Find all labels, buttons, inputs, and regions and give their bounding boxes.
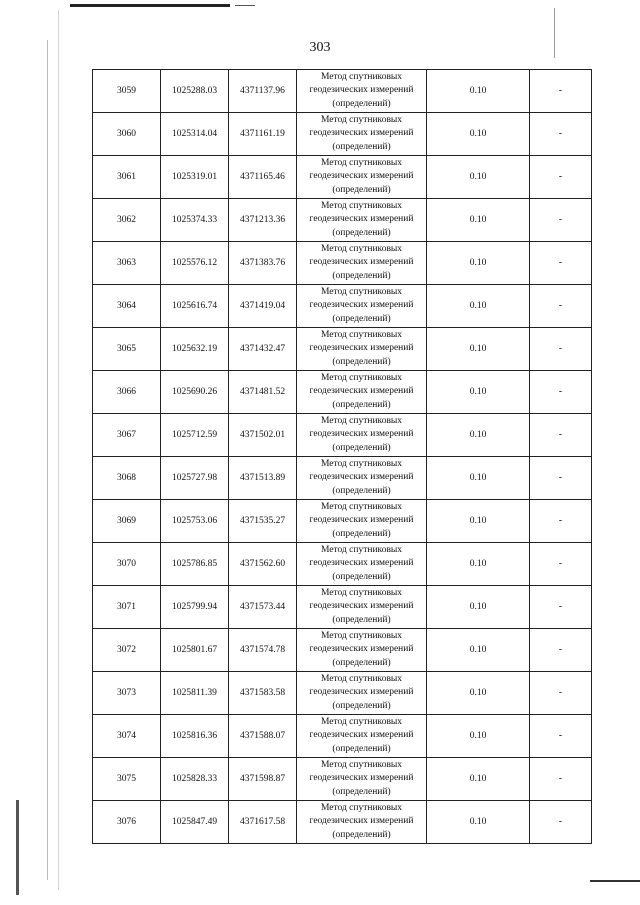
- accuracy-cell: 0.10: [427, 457, 530, 500]
- table-row: [93, 242, 592, 285]
- y-coordinate-cell: 4371383.76: [229, 242, 297, 285]
- method-cell: [297, 500, 427, 543]
- method-cell: [297, 672, 427, 715]
- accuracy-cell: 0.10: [427, 113, 530, 156]
- table-row: [93, 758, 592, 801]
- point-number-cell: 3062: [93, 199, 161, 242]
- method-cell: [297, 758, 427, 801]
- accuracy-cell: 0.10: [427, 371, 530, 414]
- method-line: Метод спутниковых: [320, 673, 403, 684]
- table-row: [93, 414, 592, 457]
- method-line: (определений): [332, 227, 391, 238]
- point-number-cell: 3068: [93, 457, 161, 500]
- y-coordinate-cell: 4371419.04: [229, 285, 297, 328]
- note-cell: -: [530, 242, 592, 285]
- method-cell: [297, 543, 427, 586]
- table-row: [93, 672, 592, 715]
- method-line: геодезических измерений: [309, 472, 414, 483]
- scan-artifact-top-short: [235, 5, 255, 6]
- point-number-cell: 3065: [93, 328, 161, 371]
- note-cell: -: [530, 414, 592, 457]
- method-line: геодезических измерений: [309, 816, 414, 827]
- table-row: [93, 199, 592, 242]
- method-line: (определений): [332, 98, 391, 109]
- method-line: Метод спутниковых: [320, 114, 403, 125]
- note-cell: -: [530, 629, 592, 672]
- method-line: геодезических измерений: [309, 386, 414, 397]
- y-coordinate-cell: 4371137.96: [229, 70, 297, 113]
- point-number-cell: 3060: [93, 113, 161, 156]
- table-body: [93, 70, 592, 844]
- accuracy-cell: 0.10: [427, 801, 530, 844]
- table-row: [93, 715, 592, 758]
- point-number-cell: 3076: [93, 801, 161, 844]
- y-coordinate-cell: 4371535.27: [229, 500, 297, 543]
- method-line: Метод спутниковых: [320, 243, 403, 254]
- method-cell: [297, 371, 427, 414]
- method-line: геодезических измерений: [309, 515, 414, 526]
- x-coordinate-cell: 1025811.39: [161, 672, 229, 715]
- method-line: (определений): [332, 270, 391, 281]
- method-line: геодезических измерений: [309, 773, 414, 784]
- accuracy-cell: 0.10: [427, 242, 530, 285]
- accuracy-cell: 0.10: [427, 156, 530, 199]
- method-line: геодезических измерений: [309, 558, 414, 569]
- accuracy-cell: 0.10: [427, 672, 530, 715]
- accuracy-cell: 0.10: [427, 715, 530, 758]
- scan-artifact-bottom-left: [16, 800, 19, 895]
- page-number: 303: [309, 40, 331, 55]
- method-line: Метод спутниковых: [320, 501, 403, 512]
- method-line: Метод спутниковых: [320, 716, 403, 727]
- accuracy-cell: 0.10: [427, 285, 530, 328]
- point-number-cell: 3066: [93, 371, 161, 414]
- accuracy-cell: 0.10: [427, 414, 530, 457]
- point-number-cell: 3061: [93, 156, 161, 199]
- method-cell: [297, 801, 427, 844]
- scan-artifact-top: [70, 4, 230, 7]
- method-line: Метод спутниковых: [320, 759, 403, 770]
- table-row: [93, 156, 592, 199]
- note-cell: -: [530, 543, 592, 586]
- method-cell: [297, 328, 427, 371]
- point-number-cell: 3070: [93, 543, 161, 586]
- note-cell: -: [530, 156, 592, 199]
- point-number-cell: 3064: [93, 285, 161, 328]
- method-cell: [297, 629, 427, 672]
- method-line: Метод спутниковых: [320, 200, 403, 211]
- y-coordinate-cell: 4371213.36: [229, 199, 297, 242]
- note-cell: -: [530, 70, 592, 113]
- note-cell: -: [530, 758, 592, 801]
- method-line: Метод спутниковых: [320, 802, 403, 813]
- method-cell: [297, 715, 427, 758]
- note-cell: -: [530, 328, 592, 371]
- y-coordinate-cell: 4371617.58: [229, 801, 297, 844]
- accuracy-cell: 0.10: [427, 758, 530, 801]
- table-row: [93, 500, 592, 543]
- x-coordinate-cell: 1025690.26: [161, 371, 229, 414]
- note-cell: -: [530, 715, 592, 758]
- table-row: [93, 328, 592, 371]
- table-row: [93, 457, 592, 500]
- method-line: (определений): [332, 313, 391, 324]
- note-cell: -: [530, 285, 592, 328]
- method-line: Метод спутниковых: [320, 544, 403, 555]
- scan-artifact-bottom-right: [590, 880, 640, 882]
- method-line: (определений): [332, 399, 391, 410]
- method-line: (определений): [332, 614, 391, 625]
- x-coordinate-cell: 1025616.74: [161, 285, 229, 328]
- note-cell: -: [530, 801, 592, 844]
- accuracy-cell: 0.10: [427, 328, 530, 371]
- point-number-cell: 3073: [93, 672, 161, 715]
- method-line: (определений): [332, 141, 391, 152]
- method-line: (определений): [332, 528, 391, 539]
- x-coordinate-cell: 1025288.03: [161, 70, 229, 113]
- method-line: геодезических измерений: [309, 730, 414, 741]
- method-cell: [297, 285, 427, 328]
- method-line: (определений): [332, 485, 391, 496]
- method-line: геодезических измерений: [309, 214, 414, 225]
- accuracy-cell: 0.10: [427, 629, 530, 672]
- y-coordinate-cell: 4371513.89: [229, 457, 297, 500]
- method-line: геодезических измерений: [309, 257, 414, 268]
- method-line: Метод спутниковых: [320, 329, 403, 340]
- method-line: геодезических измерений: [309, 601, 414, 612]
- point-number-cell: 3074: [93, 715, 161, 758]
- table-row: [93, 285, 592, 328]
- x-coordinate-cell: 1025319.01: [161, 156, 229, 199]
- table-row: [93, 70, 592, 113]
- table-row: [93, 371, 592, 414]
- accuracy-cell: 0.10: [427, 199, 530, 242]
- method-line: (определений): [332, 700, 391, 711]
- x-coordinate-cell: 1025712.59: [161, 414, 229, 457]
- note-cell: -: [530, 371, 592, 414]
- x-coordinate-cell: 1025786.85: [161, 543, 229, 586]
- point-number-cell: 3069: [93, 500, 161, 543]
- table-row: [93, 801, 592, 844]
- method-cell: [297, 113, 427, 156]
- y-coordinate-cell: 4371161.19: [229, 113, 297, 156]
- method-line: Метод спутниковых: [320, 157, 403, 168]
- point-number-cell: 3071: [93, 586, 161, 629]
- method-line: (определений): [332, 442, 391, 453]
- scan-artifact-left-edge-faint: [58, 10, 59, 890]
- y-coordinate-cell: 4371598.87: [229, 758, 297, 801]
- x-coordinate-cell: 1025374.33: [161, 199, 229, 242]
- scan-artifact-left-edge: [47, 40, 48, 880]
- x-coordinate-cell: 1025727.98: [161, 457, 229, 500]
- method-cell: [297, 156, 427, 199]
- method-line: Метод спутниковых: [320, 71, 403, 82]
- y-coordinate-cell: 4371502.01: [229, 414, 297, 457]
- note-cell: -: [530, 113, 592, 156]
- y-coordinate-cell: 4371588.07: [229, 715, 297, 758]
- method-line: (определений): [332, 356, 391, 367]
- method-line: (определений): [332, 743, 391, 754]
- method-line: Метод спутниковых: [320, 415, 403, 426]
- x-coordinate-cell: 1025576.12: [161, 242, 229, 285]
- method-cell: [297, 457, 427, 500]
- accuracy-cell: 0.10: [427, 70, 530, 113]
- coordinates-table: [92, 69, 592, 844]
- accuracy-cell: 0.10: [427, 500, 530, 543]
- method-line: Метод спутниковых: [320, 458, 403, 469]
- x-coordinate-cell: 1025847.49: [161, 801, 229, 844]
- note-cell: -: [530, 586, 592, 629]
- method-cell: [297, 70, 427, 113]
- method-line: геодезических измерений: [309, 343, 414, 354]
- point-number-cell: 3059: [93, 70, 161, 113]
- table-row: [93, 543, 592, 586]
- x-coordinate-cell: 1025632.19: [161, 328, 229, 371]
- method-line: (определений): [332, 657, 391, 668]
- note-cell: -: [530, 199, 592, 242]
- table-row: [93, 113, 592, 156]
- table-row: [93, 629, 592, 672]
- method-line: геодезических измерений: [309, 171, 414, 182]
- y-coordinate-cell: 4371432.47: [229, 328, 297, 371]
- method-line: геодезических измерений: [309, 300, 414, 311]
- y-coordinate-cell: 4371165.46: [229, 156, 297, 199]
- method-line: (определений): [332, 829, 391, 840]
- method-line: геодезических измерений: [309, 687, 414, 698]
- method-cell: [297, 199, 427, 242]
- method-line: геодезических измерений: [309, 644, 414, 655]
- method-line: (определений): [332, 571, 391, 582]
- x-coordinate-cell: 1025799.94: [161, 586, 229, 629]
- y-coordinate-cell: 4371562.60: [229, 543, 297, 586]
- method-line: (определений): [332, 786, 391, 797]
- point-number-cell: 3063: [93, 242, 161, 285]
- y-coordinate-cell: 4371573.44: [229, 586, 297, 629]
- method-cell: [297, 586, 427, 629]
- note-cell: -: [530, 457, 592, 500]
- y-coordinate-cell: 4371481.52: [229, 371, 297, 414]
- point-number-cell: 3072: [93, 629, 161, 672]
- method-line: Метод спутниковых: [320, 587, 403, 598]
- x-coordinate-cell: 1025314.04: [161, 113, 229, 156]
- method-line: геодезических измерений: [309, 429, 414, 440]
- x-coordinate-cell: 1025816.36: [161, 715, 229, 758]
- method-line: Метод спутниковых: [320, 630, 403, 641]
- method-cell: [297, 242, 427, 285]
- accuracy-cell: 0.10: [427, 543, 530, 586]
- method-line: геодезических измерений: [309, 85, 414, 96]
- y-coordinate-cell: 4371583.58: [229, 672, 297, 715]
- method-line: Метод спутниковых: [320, 372, 403, 383]
- method-cell: [297, 414, 427, 457]
- note-cell: -: [530, 500, 592, 543]
- method-line: Метод спутниковых: [320, 286, 403, 297]
- table-row: [93, 586, 592, 629]
- x-coordinate-cell: 1025801.67: [161, 629, 229, 672]
- method-line: геодезических измерений: [309, 128, 414, 139]
- point-number-cell: 3075: [93, 758, 161, 801]
- y-coordinate-cell: 4371574.78: [229, 629, 297, 672]
- method-line: (определений): [332, 184, 391, 195]
- point-number-cell: 3067: [93, 414, 161, 457]
- x-coordinate-cell: 1025828.33: [161, 758, 229, 801]
- note-cell: -: [530, 672, 592, 715]
- accuracy-cell: 0.10: [427, 586, 530, 629]
- x-coordinate-cell: 1025753.06: [161, 500, 229, 543]
